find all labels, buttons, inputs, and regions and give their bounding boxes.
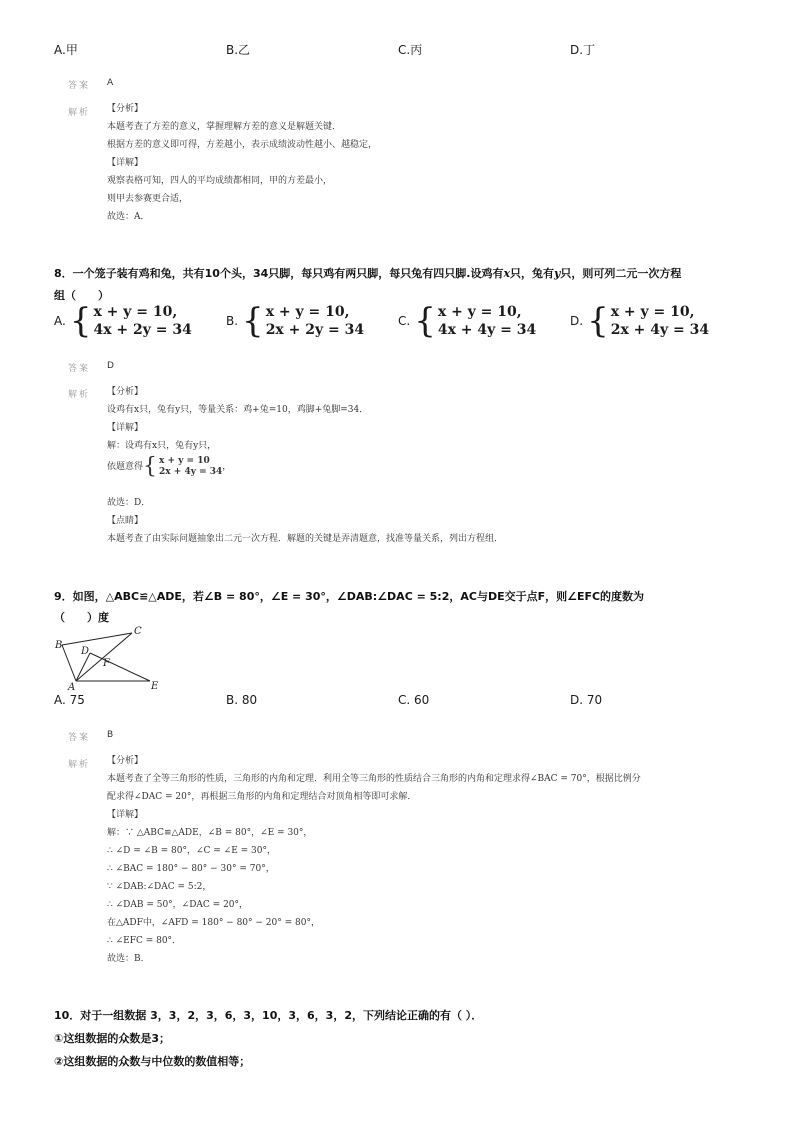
q8-option-a[interactable]: A. { x + y = 10, 4x + 2y = 34 bbox=[54, 301, 192, 341]
q8-option-b[interactable]: B. { x + y = 10, 2x + 2y = 34 bbox=[226, 301, 365, 341]
label-b: B bbox=[55, 640, 63, 651]
q8-analysis-b: 故选：D． 【点睛】 本题考查了由实际问题抽象出二元一次方程．解题的关键是弄清题意，找准等量关系，列出方程组． bbox=[107, 498, 504, 544]
q10-item-2: ②这组数据的众数与中位数的数值相等； bbox=[54, 1055, 251, 1068]
segment-ac bbox=[76, 633, 132, 681]
segment-ab bbox=[62, 645, 76, 681]
label-c: C bbox=[134, 626, 142, 637]
q7-option-b[interactable]: B.乙 bbox=[226, 43, 251, 57]
segment-de bbox=[90, 653, 150, 681]
brace-glyph: { bbox=[587, 301, 609, 341]
q7-analysis-label: 解析 bbox=[68, 108, 91, 118]
q7-answer-label: 答案 bbox=[68, 81, 91, 91]
brace-glyph: { bbox=[143, 454, 158, 479]
q8-stem-line1: 8．一个笼子装有鸡和兔，共有10个头，34只脚，每只鸡有两只脚，每只兔有四只脚.设鸡有x只，兔有y只，则可列二元一次方程 bbox=[54, 267, 682, 280]
q9-option-d[interactable]: D. 70 bbox=[570, 693, 603, 707]
q9-option-a[interactable]: A. 75 bbox=[54, 693, 85, 707]
q10-item-1: ①这组数据的众数是3； bbox=[54, 1032, 170, 1045]
q9-answer-label: 答案 bbox=[68, 733, 91, 743]
q8-answer-label: 答案 bbox=[68, 364, 91, 374]
label-d: D bbox=[81, 646, 90, 657]
label-f: F bbox=[103, 658, 110, 669]
q7-analysis: 【分析】 本题考查了方差的意义，掌握理解方差的意义是解题关键． 根据方差的意义即可得，方差越小，表示成绩波动性越小、越稳定， 【详解】 观察表格可知，四人的平均成绩都相同，甲的方差最小， 则甲去参赛更合适， 故选：A． bbox=[107, 104, 378, 222]
q8-answer-value: D bbox=[107, 361, 114, 371]
q9-stem-line1: 9．如图，△ABC≌△ADE，若∠B = 80°，∠E = 30°，∠DAB:∠DAC = 5:2，AC与DE交于点F，则∠EFC的度数为 bbox=[54, 590, 645, 603]
brace-glyph: { bbox=[242, 301, 264, 341]
q7-option-d[interactable]: D.丁 bbox=[570, 43, 596, 57]
segment-bc bbox=[62, 633, 132, 645]
q9-analysis-label: 解析 bbox=[68, 760, 91, 770]
q7-option-c[interactable]: C.丙 bbox=[398, 43, 423, 57]
q7-answer-value: A bbox=[107, 78, 114, 88]
label-a: A bbox=[68, 682, 76, 692]
q7-option-a[interactable]: A.甲 bbox=[54, 43, 78, 57]
q9-option-c[interactable]: C. 60 bbox=[398, 693, 430, 707]
q8-option-c[interactable]: C. { x + y = 10, 4x + 4y = 34 bbox=[398, 301, 537, 341]
label-e: E bbox=[151, 681, 159, 692]
q9-stem-line2: （ ）度 bbox=[54, 611, 109, 624]
q9-analysis: 【分析】 本题考查了全等三角形的性质，三角形的内角和定理．利用全等三角形的性质结合三角形的内角和定理求得∠BAC = 70°，根据比例分 配求得∠DAC = 20°，再根据三角形的内角和定理结合对顶角相等即可求解． 【详解】 解：∵ △ABC≌△ADE，∠B = 80°，∠E = 30°， ∴ ∠D = ∠B = 80°，∠C = ∠E = 30°， ∴ ∠BAC = 180° − 80° − 30° = 70°， ∵ ∠DAB:∠DAC = 5:2， ∴ ∠DAB = 50°，∠DAC = 20°， 在△ADF中，∠AFD = 180° − 80° − 20° = 80°， ∴ ∠EFC = 80°． 故选：B． bbox=[107, 756, 641, 964]
q9-triangle-figure bbox=[54, 624, 170, 692]
brace-glyph: { bbox=[414, 301, 436, 341]
segment-ad bbox=[76, 653, 90, 681]
q8-stem-line2: 组（ ） bbox=[54, 289, 109, 302]
q8-analysis-label: 解析 bbox=[68, 390, 91, 400]
q9-answer-value: B bbox=[107, 730, 114, 740]
q8-option-d[interactable]: D. { x + y = 10, 2x + 4y = 34 bbox=[570, 301, 710, 341]
brace-glyph: { bbox=[69, 301, 92, 341]
q10-stem: 10．对于一组数据 3，3，2，3，6，3，10，3，6，3，2，下列结论正确的有（ ）． bbox=[54, 1009, 483, 1022]
q8-analysis-a: 【分析】 设鸡有x只，兔有y只，等量关系：鸡+兔=10，鸡脚+兔脚=34． 【详解】 解：设鸡有x只，兔有y只， bbox=[107, 387, 369, 451]
q9-option-b[interactable]: B. 80 bbox=[226, 693, 258, 707]
q8-analysis-system: 依题意得 { x + y = 10 2x + 4y = 34 ， bbox=[107, 454, 232, 479]
